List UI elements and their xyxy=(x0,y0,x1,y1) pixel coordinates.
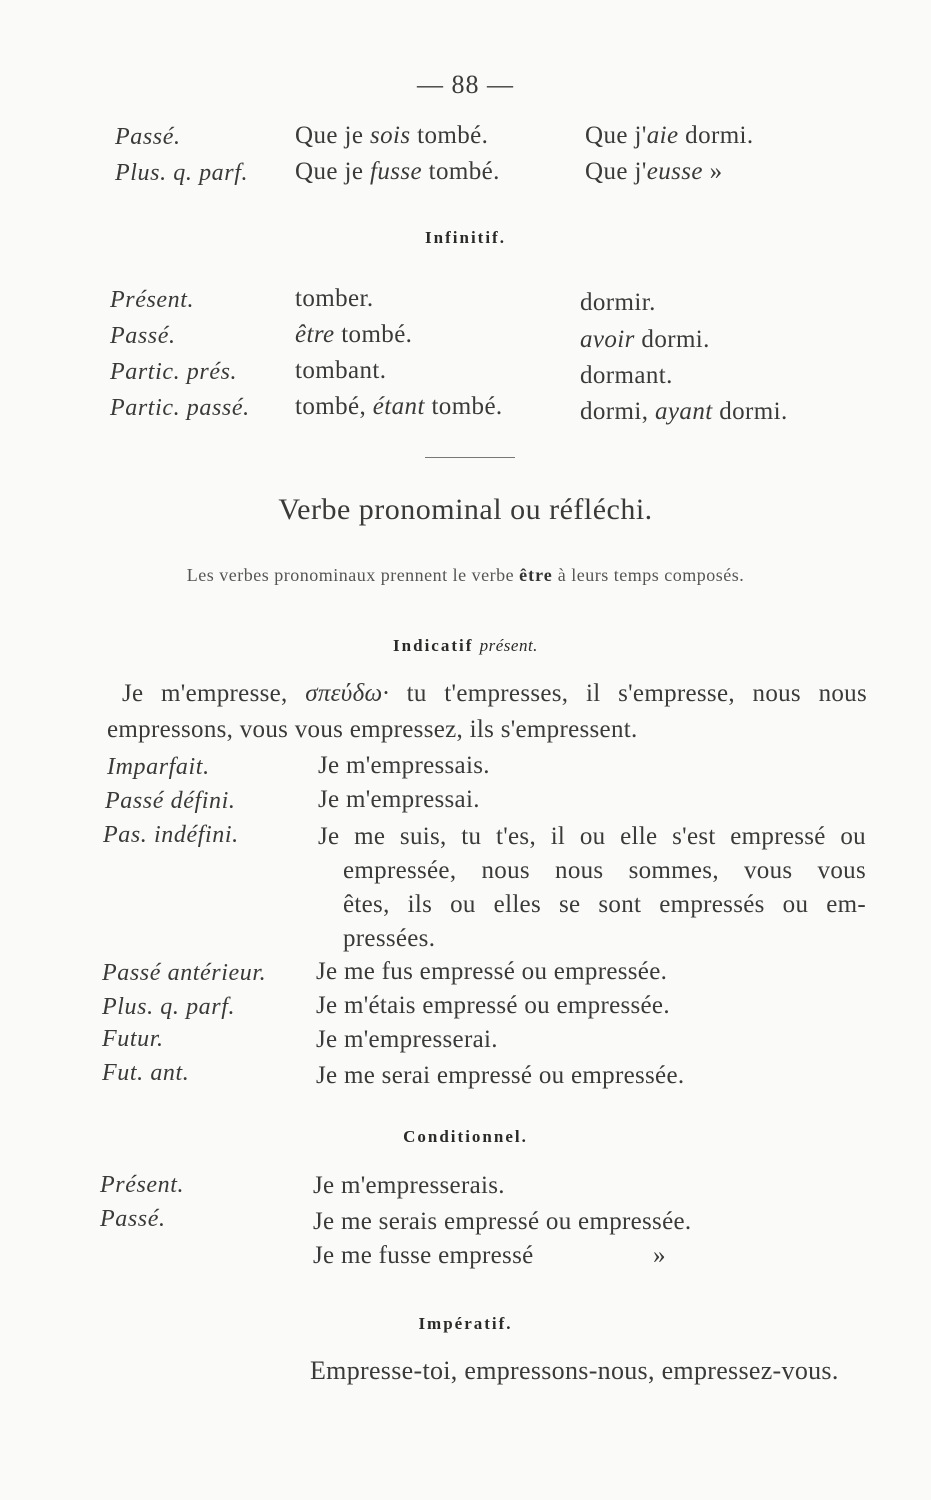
ind-pas-indefini-1: Je me suis, tu t'es, il ou elle s'est empressé ou xyxy=(318,823,866,850)
cond-present: Je m'empresserais. xyxy=(313,1172,505,1199)
ind-label-pas-indefini: Pas. indéfini. xyxy=(103,822,239,848)
indicatif-present-line2: empressons, vous vous empressez, ils s'empressent. xyxy=(107,716,638,743)
inf-partic-passe-dormir: dormi, ayant dormi. xyxy=(580,398,788,425)
ind-label-passe-anterieur: Passé antérieur. xyxy=(102,960,267,986)
section-rule xyxy=(425,457,515,458)
cond-label-present: Présent. xyxy=(100,1172,185,1198)
inf-passe-dormir: avoir dormi. xyxy=(580,326,710,353)
ind-label-plus-q-parf: Plus. q. parf. xyxy=(102,994,236,1020)
ind-label-fut-ant: Fut. ant. xyxy=(102,1060,190,1086)
imperatif-text: Empresse-toi, empressons-nous, empressez-vous. xyxy=(310,1356,839,1385)
subj-pqp-dormir: Que j'eusse » xyxy=(585,158,723,185)
cond-passe-1: Je me serais empressé ou empressée. xyxy=(313,1208,692,1235)
inf-label-partic-pres: Partic. prés. xyxy=(110,359,238,385)
ind-pas-indefini-4: pressées. xyxy=(343,925,436,952)
inf-present-tomber: tomber. xyxy=(295,285,374,312)
inf-partic-pres-tomber: tombant. xyxy=(295,357,387,384)
heading-conditionnel: Conditionnel. xyxy=(403,1127,528,1146)
indicatif-present-line1: Je m'empresse, σπεύδω· tu t'empresses, il s'empresse, nous nous xyxy=(122,680,868,707)
ind-label-futur: Futur. xyxy=(102,1026,164,1052)
ind-passe-anterieur: Je me fus empressé ou empressée. xyxy=(316,958,668,985)
inf-partic-passe-tomber: tombé, étant tombé. xyxy=(295,393,503,420)
label-plus-q-parf: Plus. q. parf. xyxy=(115,160,249,186)
cond-passe-2: Je me fusse empressé xyxy=(313,1242,534,1269)
ind-plus-q-parf: Je m'étais empressé ou empressée. xyxy=(316,992,670,1019)
inf-label-passe: Passé. xyxy=(110,323,176,349)
subj-passe-dormir: Que j'aie dormi. xyxy=(585,122,754,149)
heading-infinitif: Infinitif. xyxy=(425,228,506,247)
ind-fut-ant: Je me serai empressé ou empressée. xyxy=(316,1062,685,1089)
ind-imparfait: Je m'empressais. xyxy=(318,752,490,779)
ind-label-passe-defini: Passé défini. xyxy=(105,788,236,814)
inf-present-dormir: dormir. xyxy=(580,289,656,316)
ind-label-imparfait: Imparfait. xyxy=(107,754,210,780)
cond-passe-2-ditto: » xyxy=(653,1242,666,1269)
inf-label-present: Présent. xyxy=(110,287,195,313)
inf-passe-tomber: être tombé. xyxy=(295,321,413,348)
label-passe: Passé. xyxy=(115,124,181,150)
inf-label-partic-passe: Partic. passé. xyxy=(110,395,250,421)
ind-passe-defini: Je m'empressai. xyxy=(318,786,480,813)
inf-partic-pres-dormir: dormant. xyxy=(580,362,673,389)
cond-label-passe: Passé. xyxy=(100,1206,166,1232)
ind-futur: Je m'empresserai. xyxy=(316,1026,498,1053)
ind-pas-indefini-2: empressée, nous nous sommes, vous vous xyxy=(343,857,866,884)
heading-imperatif: Impératif. xyxy=(418,1314,513,1333)
section-title: Verbe pronominal ou réfléchi. xyxy=(278,493,653,526)
ind-pas-indefini-3: êtes, ils ou elles se sont empressés ou em- xyxy=(343,891,866,918)
heading-indicatif: Indicatif présent. xyxy=(393,636,538,655)
section-subtitle: Les verbes pronominaux prennent le verbe être à leurs temps composés. xyxy=(186,565,745,585)
subj-pqp-tomber: Que je fusse tombé. xyxy=(295,158,500,185)
page-number: — 88 — xyxy=(417,70,514,99)
subj-passe-tomber: Que je sois tombé. xyxy=(295,122,489,149)
